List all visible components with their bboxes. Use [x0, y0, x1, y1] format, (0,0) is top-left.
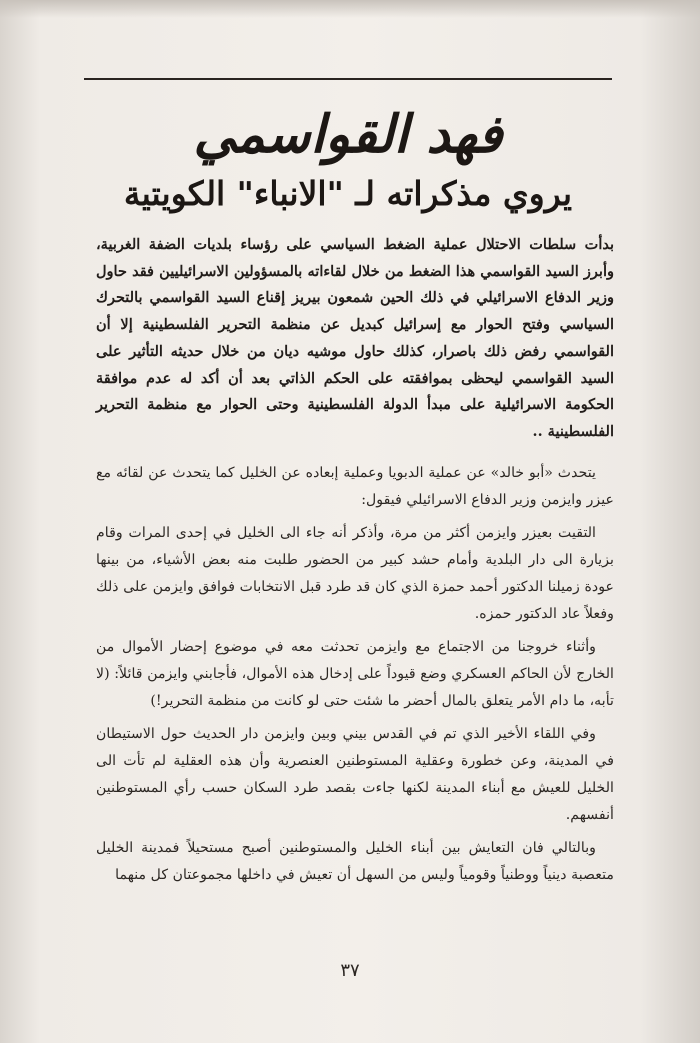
body-paragraph: يتحدث «أبو خالد» عن عملية الدبويا وعملية إبعاده عن الخليل كما يتحدث عن لقائه مع عيزر وايزمن وزير الدفاع الاسرائيلي فيقول: [96, 465, 614, 508]
body-paragraph: وأثناء خروجنا من الاجتماع مع وايزمن تحدثت معه في موضوع إحضار الأموال من الخارج لأن الحاكم العسكري وضع قيوداً على إدخال هذه الأموال، فأجابني وايزمن قائلاً: (لا تأبه، ما دام الأمر يتعلق بالمال أحضر ما شئت حتى لو كانت من منظمة التحرير!) [96, 639, 614, 709]
body-paragraph: التقيت بعيزر وايزمن أكثر من مرة، وأذكر أنه جاء الى الخليل في إحدى المرات وقام بزيارة الى دار البلدية وأمام حشد كبير من الحضور طلبت منه بعض الأشياء، من بينها عودة زميلنا الدكتور أحمد حمزة الذي كان قد طرد قبل الانتخابات فوافق وايزمن على ذلك وفعلاً عاد الدكتور حمزه. [96, 525, 614, 622]
page-title: فهد القواسمي [193, 104, 503, 165]
page-subtitle: يروي مذكراته لـ "الانباء" الكويتية [123, 174, 573, 213]
body-paragraph: وفي اللقاء الأخير الذي تم في القدس بيني وبين وايزمن دار الحديث حول الاستيطان في المدينة، وعن خطورة وعقلية المستوطنين العنصرية وأن هذه العقلية لم تأت الى الخليل للعيش مع أبناء المدينة لكنها جاءت بقصد طرد السكان حسب رأي المستوطنين أنفسهم. [96, 726, 614, 823]
article-body [96, 460, 614, 895]
body-paragraph: وبالتالي فان التعايش بين أبناء الخليل والمستوطنين أصبح مستحيلاً فمدينة الخليل متعصبة دينياً ووطنياً وقومياً وليس من السهل أن تعيش في داخلها مجموعتان كل منهما [96, 840, 614, 883]
page-shadow [0, 0, 700, 18]
page-number: ٣٧ [340, 960, 360, 981]
header-rule [84, 78, 612, 80]
intro-paragraph: بدأت سلطات الاحتلال عملية الضغط السياسي على رؤساء بلديات الضفة الغربية، وأبرز السيد القواسمي هذا الضغط من خلال لقاءاته بالمسؤولين الاسرائيليين فقد حاول وزير الدفاع الاسرائيلي في ذلك الحين شمعون بيريز إقناع السيد القواسمي بالتحرك السياسي وفتح الحوار مع إسرائيل كبديل عن منظمة التحرير الفلسطينية إلا أن القواسمي رفض ذلك باصرار، كذلك حاول موشيه ديان من خلال حديثه التأثير على السيد القواسمي ليحظى بموافقته على الحكم الذاتي بعد أن أكد له عدم موافقة الحكومة الاسرائيلية على مبدأ الدولة الفلسطينية وحتى الحوار مع منظمة التحرير الفلسطينية .. [96, 236, 614, 440]
